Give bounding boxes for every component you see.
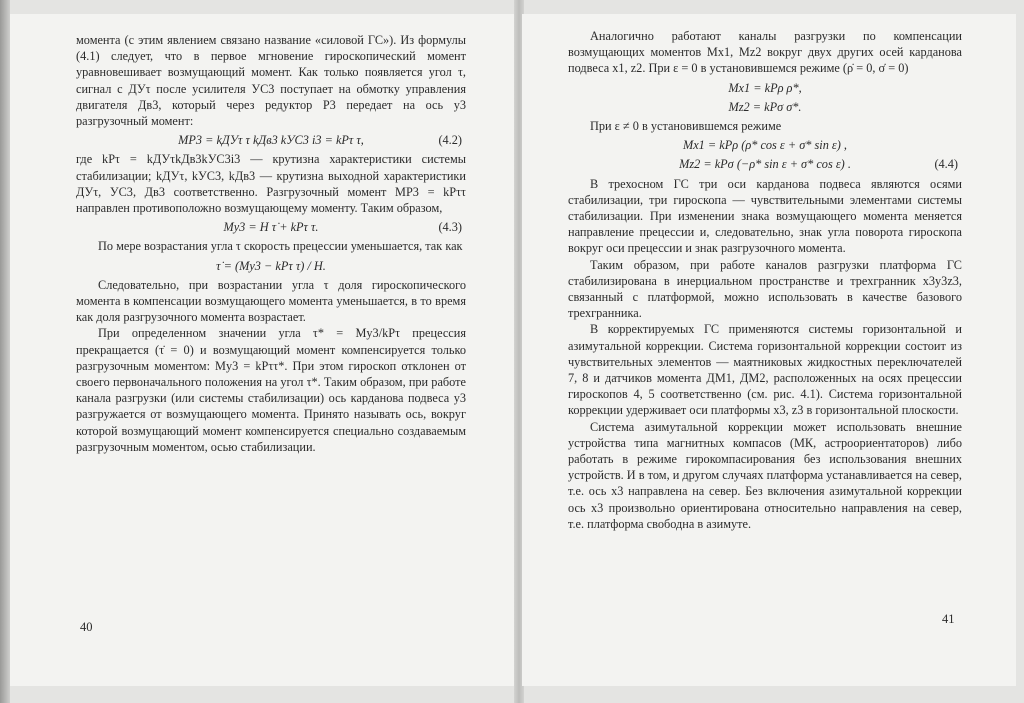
paragraph: Аналогично работают каналы разгрузки по компенсации возмущающих моментов Mx1, Mz2 вокруг двух других осей карданова подвеса x1, z2. При ε = 0 в установившемся режиме (ρ̇ = 0, σ̇ = 0) bbox=[568, 29, 962, 76]
formula-4-4-line1: Mx1 = kPρ (ρ* cos ε + σ* sin ε) , bbox=[682, 138, 848, 153]
paragraph: В трехосном ГС три оси карданова подвеса являются осями стабилизации, три гироскопа — чувствительными элементами системы стабилизации. При изменении знака возмущающего момента меняется направление прецессии и, следовательно, знак угла поворота гироскопа вокруг оси прецессии и знак разгрузочного момента. bbox=[568, 176, 962, 256]
left-page-text bbox=[76, 32, 466, 455]
formula-number: (4.2) bbox=[438, 133, 462, 148]
formula-4-4-line2 bbox=[568, 156, 962, 172]
paragraph: Таким образом, при работе каналов разгрузки платформа ГС стабилизирована в инерциальном пространстве и трехгранник x3y3z3, связанный с платформой, можно использовать в качестве базового трехгранника. bbox=[568, 257, 962, 321]
left-page bbox=[10, 14, 516, 686]
book-edge bbox=[0, 0, 10, 703]
right-page bbox=[522, 14, 1016, 686]
formula-steady-1: Mx1 = kPρ ρ*, bbox=[728, 80, 802, 95]
formula-text: Mz2 = kPσ (−ρ* sin ε + σ* cos ε) . bbox=[679, 157, 851, 172]
paragraph: По мере возрастания угла τ скорость прецессии уменьшается, так как bbox=[98, 239, 463, 254]
formula-steady-2: Mz2 = kPσ σ*. bbox=[728, 99, 802, 114]
right-page-text bbox=[568, 28, 962, 532]
formula-text: My3 = H τ̇ + kPτ τ. bbox=[223, 220, 319, 235]
page-number: 41 bbox=[942, 612, 955, 626]
formula-number: (4.4) bbox=[934, 157, 958, 172]
formula-4-3 bbox=[76, 219, 466, 235]
paragraph: При ε ≠ 0 в установившемся режиме bbox=[590, 119, 782, 134]
paragraph: где kPτ = kДУτkДв3kУС3i3 — крутизна характеристики системы стабилизации; kДУτ, kУС3, kДв3 — крутизна выходной характеристики ДУτ, УС3, Дв3 соответственно. Разгрузочный момент MР3 = kPττ направлен противоположно возмущающему моменту. Таким образом, bbox=[76, 152, 466, 216]
formula-text: MР3 = kДУτ τ kДв3 kУС3 i3 = kPτ τ, bbox=[178, 133, 364, 148]
page-number: 40 bbox=[80, 620, 93, 634]
paragraph: При определенном значении угла τ* = My3/kPτ прецессия прекращается (τ̇ = 0) и возмущающий момент компенсируется только разгрузочным моментом: My3 = kPττ*. При этом гироскоп отклонен от своего первоначального положения на угол τ*. Таким образом, при работе канала разгрузки (или системы стабилизации) ось карданова подвеса y3 разгружается от возмущающего момента. Принято называть ось, вокруг которой возмущающий момент компенсируется специально создаваемым разгрузочным моментом, осью стабилизации. bbox=[76, 326, 466, 454]
formula-precession-rate: τ̇ = (My3 − kPτ τ) / H. bbox=[216, 258, 326, 273]
paragraph: В корректируемых ГС применяются системы горизонтальной и азимутальной коррекции. Система горизонтальной коррекции состоит из чувствительных элементов — маятниковых жидкостных переключателей 7, 8 и датчиков момента ДМ1, ДМ2, расположенных на осях прецессии гироскопов 4, 5 соответственно (см. рис. 4.1). Система горизонтальной коррекции удерживает оси платформы x3, z3 в горизонтальной плоскости. bbox=[568, 322, 962, 418]
formula-4-2 bbox=[76, 132, 466, 148]
paragraph: момента (с этим явлением связано название «силовой ГС»). Из формулы (4.1) следует, что в первое мгновение гироскопический момент уравновешивает возмущающий момент. Как только появляется угол τ, сигнал с ДУτ после усилителя УС3 поступает на обмотку управления двигателя Дв3, который через редуктор Р3 передает на ось y3 разгрузочный момент: bbox=[76, 33, 466, 129]
paragraph: Система азимутальной коррекции может использовать внешние устройства типа магнитных компасов (МК, астроориентаторов) либо работать в режиме гирокомпасирования без использования внешних устройств. И в том, и другом случаях платформа устанавливается на север, т.е. ось x3 направлена на север. Без включения азимутальной коррекции ось x3 произвольно ориентирована относительно направления на север, т.е. платформа свободна в азимуте. bbox=[568, 419, 962, 531]
formula-number: (4.3) bbox=[438, 220, 462, 235]
paragraph: Следовательно, при возрастании угла τ доля гироскопического момента в компенсации возмущающего момента уменьшается, в то время как доля разгрузочного момента возрастает. bbox=[76, 277, 466, 325]
